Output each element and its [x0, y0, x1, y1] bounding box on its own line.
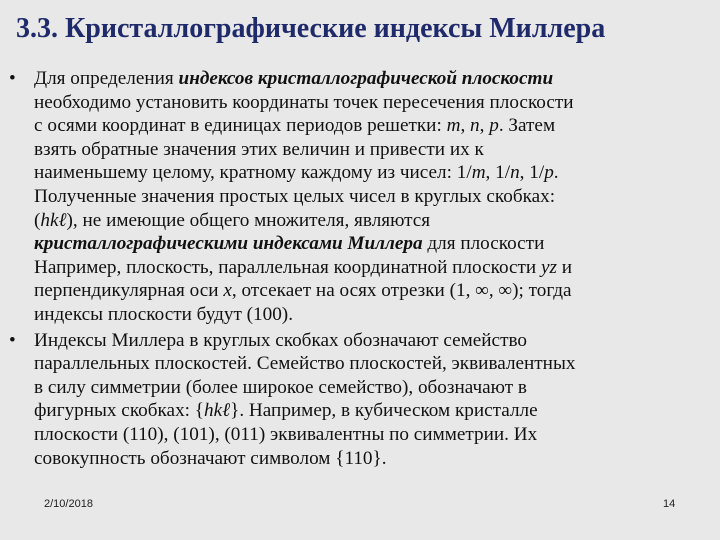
bullet-dot: •: [9, 329, 16, 351]
text: с осями координат в единицах периодов решетки:: [34, 115, 447, 137]
math-var: p: [544, 162, 554, 184]
text-line: [34, 279, 714, 303]
text: Например, плоскость, параллельная координатной плоскости: [34, 256, 541, 278]
text-line: [34, 161, 714, 185]
text: ,: [479, 115, 490, 137]
text: (: [34, 209, 41, 231]
math-var: yz: [540, 256, 557, 278]
text-line: [34, 114, 714, 138]
bullet-miller-families: [8, 329, 714, 471]
text-line: Полученные значения простых целых чисел в круглых скобках:: [34, 185, 556, 207]
text: для плоскости: [422, 233, 545, 255]
text-line: необходимо установить координаты точек пересечения плоскости: [34, 91, 574, 113]
text: . Затем: [498, 115, 556, 137]
math-var: x: [223, 280, 232, 302]
text-line: Индексы Миллера в круглых скобках обозначают семейство: [34, 329, 527, 351]
text: фигурных скобках: {: [34, 400, 205, 422]
emphasis-text: индексов кристаллографической плоскости: [178, 68, 554, 89]
text: ), не имеющие общего множителя, являются: [66, 209, 431, 231]
text: , 1/: [485, 162, 511, 184]
bullet-miller-definition: [8, 67, 714, 327]
slide-title: 3.3. Кристаллографические индексы Миллера: [16, 13, 606, 44]
text: }. Например, в кубическом кристалле: [230, 400, 538, 422]
math-var: m: [446, 115, 461, 137]
text-line: совокупность обозначают символом {110}.: [34, 447, 387, 469]
text-line: [34, 256, 714, 280]
text: перпендикулярная оси: [34, 280, 224, 302]
math-var: n: [510, 162, 520, 184]
text-line: [34, 399, 714, 423]
text-line: плоскости (110), (101), (011) эквивалентны по симметрии. Их: [34, 423, 538, 445]
text: и: [556, 256, 573, 278]
math-var: hkℓ: [40, 209, 67, 231]
text: .: [553, 162, 559, 184]
math-var: p: [489, 115, 499, 137]
math-var: n: [470, 115, 480, 137]
math-var: m: [471, 162, 486, 184]
text: наименьшему целому, кратному каждому из чисел: 1/: [34, 162, 472, 184]
text: Для определения: [34, 68, 179, 89]
footer-date: 2/10/2018: [44, 498, 93, 510]
page-number: 14: [663, 498, 676, 510]
bullet-dot: •: [9, 68, 16, 89]
text-line: [34, 232, 714, 256]
slide-body: [8, 67, 714, 470]
emphasis-text: кристаллографическими индексами Миллера: [34, 233, 423, 255]
text-line: индексы плоскости будут (100).: [34, 303, 293, 325]
text: , отсекает на осях отрезки (1, ∞, ∞); тогда: [231, 280, 572, 302]
text-line: [34, 67, 714, 91]
text-line: [34, 209, 714, 233]
text: ,: [460, 115, 471, 137]
text-line: взять обратные значения этих величин и привести их к: [34, 138, 484, 160]
text: , 1/: [519, 162, 545, 184]
text-line: в силу симметрии (более широкое семейство), обозначают в: [34, 376, 527, 398]
math-var: hkℓ: [204, 400, 231, 422]
text-line: параллельных плоскостей. Семейство плоскостей, эквивалентных: [34, 353, 576, 375]
